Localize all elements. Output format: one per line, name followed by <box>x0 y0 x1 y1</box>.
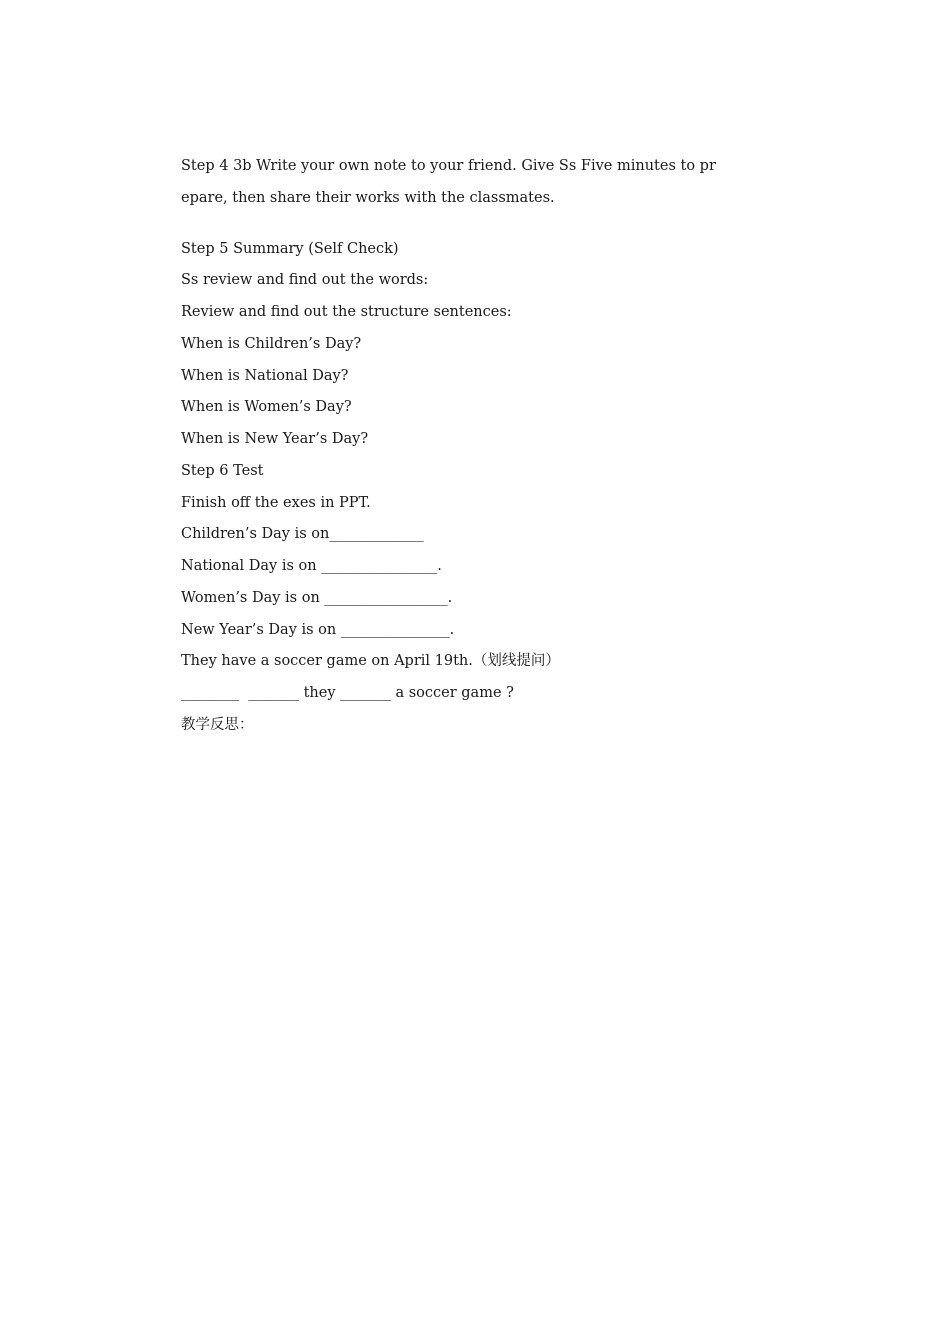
review-words-line: Ss review and find out the words: <box>181 272 429 288</box>
soccer-game-question-blanks: ________ _______ they _______ a soccer game ? <box>181 685 514 701</box>
soccer-game-sentence: They have a soccer game on April 19th.（划线提问） <box>181 653 560 669</box>
blank-womens-day: Women’s Day is on _________________. <box>181 590 453 606</box>
blank-childrens-day: Children’s Day is on_____________ <box>181 526 424 542</box>
blank-national-day: National Day is on ________________. <box>181 558 442 574</box>
finish-exes-line: Finish off the exes in PPT. <box>181 495 371 511</box>
step5-heading: Step 5 Summary (Self Check) <box>181 241 399 257</box>
question-new-years-day: When is New Year’s Day? <box>181 431 369 447</box>
review-structure-line: Review and find out the structure sentences: <box>181 304 512 320</box>
question-womens-day: When is Women’s Day? <box>181 399 352 415</box>
teaching-reflection-label: 教学反思： <box>181 717 254 733</box>
question-childrens-day: When is Children’s Day? <box>181 336 362 352</box>
question-national-day: When is National Day? <box>181 368 349 384</box>
blank-new-years-day: New Year’s Day is on _______________. <box>181 622 455 638</box>
step4-line-2: epare, then share their works with the classmates. <box>181 190 555 206</box>
step4-line-1: Step 4 3b Write your own note to your friend. Give Ss Five minutes to pr <box>181 158 716 174</box>
step6-heading: Step 6 Test <box>181 463 264 479</box>
